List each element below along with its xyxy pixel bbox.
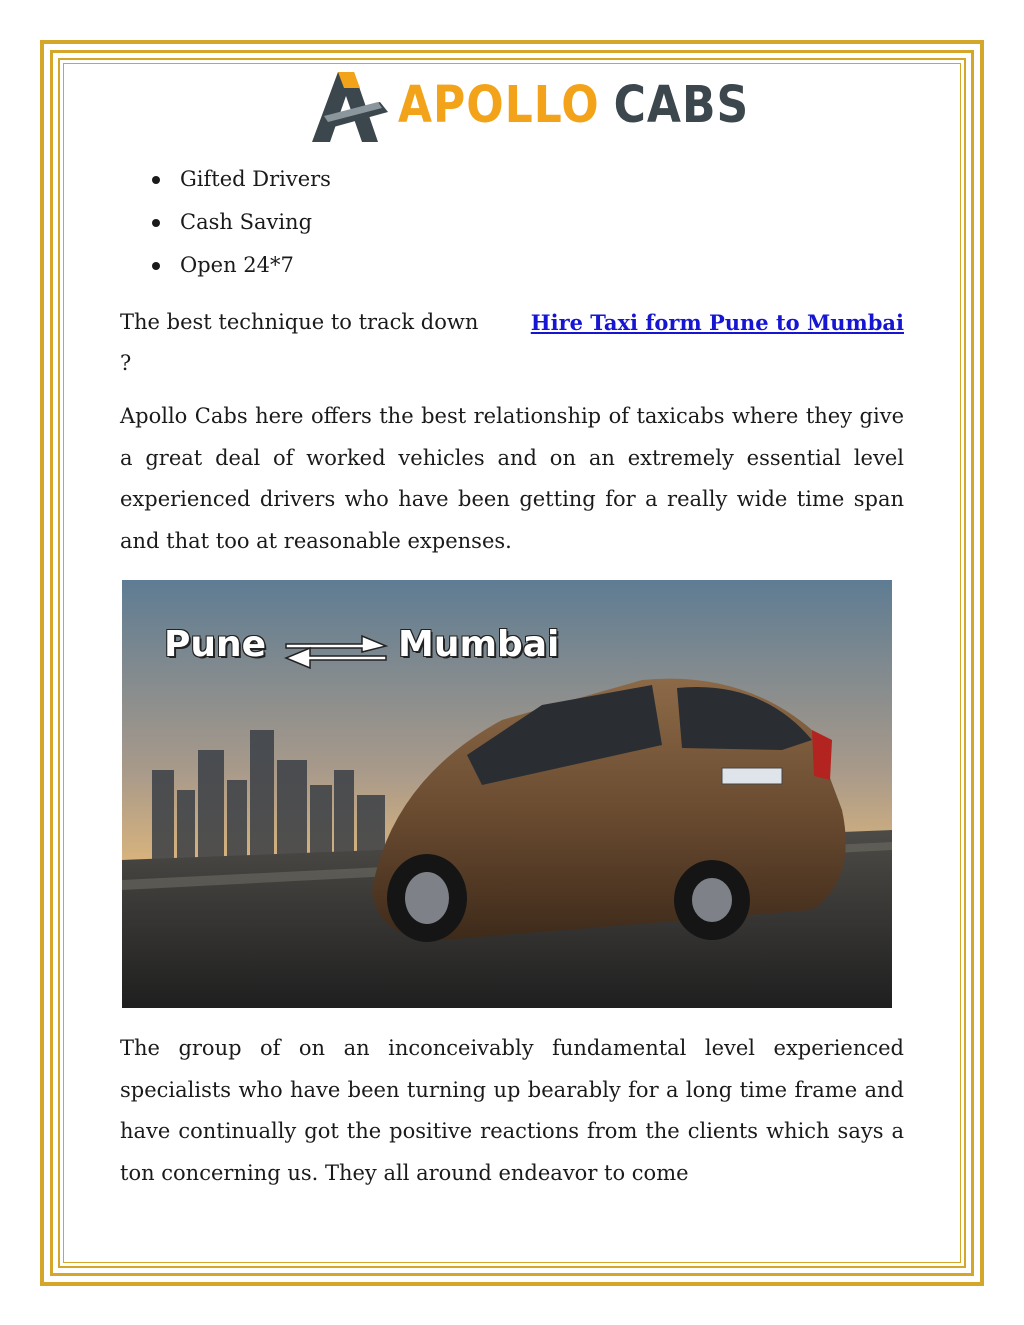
feature-label: Open 24*7 (180, 253, 294, 277)
apollo-cabs-logo (308, 66, 750, 146)
list-item (120, 158, 331, 201)
list-item (120, 201, 331, 244)
route-to-label: Mumbai (398, 624, 560, 665)
feature-label: Gifted Drivers (180, 167, 331, 191)
logo-word-cabs: CABS (613, 76, 750, 135)
bullet-icon (152, 176, 160, 184)
bullet-icon (152, 262, 160, 270)
hire-taxi-link[interactable]: Hire Taxi form Pune to Mumbai (530, 310, 904, 335)
hero-image-pune-mumbai (122, 580, 892, 1008)
route-from-label: Pune (164, 624, 267, 665)
logo-a-mark-icon (308, 66, 392, 146)
features-list (120, 158, 331, 287)
route-arrows-icon (282, 624, 390, 674)
question-prefix: The best technique to track down (120, 310, 479, 334)
question-paragraph (120, 302, 904, 384)
question-suffix: ? (120, 351, 132, 375)
intro-paragraph: Apollo Cabs here offers the best relationship of taxicabs where they give a great deal of worked vehicles and on an extremely essential level experienced drivers who have been getting for a really wide time span and that too at reasonable expenses. (120, 404, 904, 553)
feature-label: Cash Saving (180, 210, 313, 234)
bullet-icon (152, 219, 160, 227)
team-paragraph: The group of on an inconceivably fundamental level experienced specialists who have been turning up bearably for a long time frame and have continually got the positive reactions from the clients which says a ton concerning us. They all around endeavor to come (120, 1036, 904, 1185)
list-item (120, 244, 331, 287)
logo-word-apollo: APOLLO (398, 76, 600, 135)
